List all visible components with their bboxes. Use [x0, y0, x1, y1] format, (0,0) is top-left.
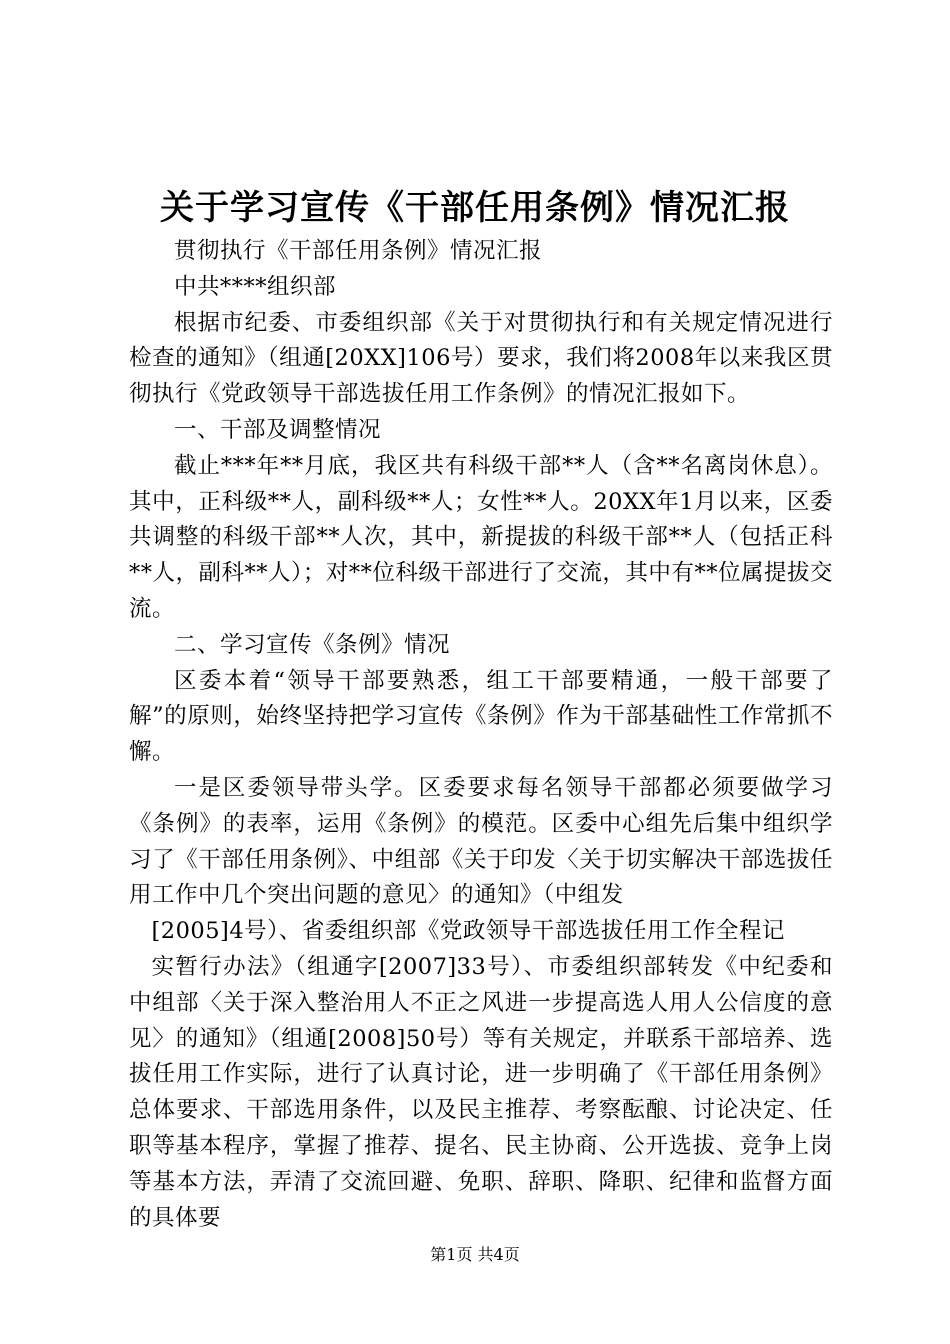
section-heading-2: 二、学习宣传《条例》情况 — [174, 631, 451, 658]
paragraph-organization: 中共****组织部 — [174, 273, 337, 300]
paragraph-continuation-2: 实暂行办法》（组通字[2007]33号）、市委组织部转发《中纪委和中组部〈关于深入整治用人不正之风进一步提高选人用人公信度的意见〉的通知》（组通[2008]50号）等有关规定，并联系干部培养、选拔任用工作实际，进行了认真讨论，进一步明确了《干部任用条例》总体要求、干部选用条件，以及民主推荐、考察酝酿、讨论决定、任职等基本程序，掌握了推荐、提名、民主协商、公开选拔、竞争上岗等基本方法，弄清了交流回避、免职、辞职、降职、纪律和监督方面的具体要 — [129, 953, 833, 1231]
paragraph-principle: 区委本着“领导干部要熟悉，组工干部要精通，一般干部要了解”的原则，始终坚持把学习宣传《条例》作为干部基础性工作常抓不懈。 — [129, 667, 833, 766]
paragraph-intro: 根据市纪委、市委组织部《关于对贯彻执行和有关规定情况进行检查的通知》（组通[20XX]106号）要求，我们将2008年以来我区贯彻执行《党政领导干部选拔任用工作条例》的情况汇报如下。 — [129, 309, 833, 408]
paragraph-subtitle: 贯彻执行《干部任用条例》情况汇报 — [174, 238, 543, 264]
paragraph-cadre-stats: 截止***年**月底，我区共有科级干部**人（含**名离岗休息）。其中，正科级**人，副科级**人；女性**人。20XX年1月以来，区委共调整的科级干部**人次，其中，新提拔的科级干部**人（包括正科**人，副科**人）；对**位科级干部进行了交流，其中有**位属提拔交流。 — [129, 452, 833, 622]
page-footer: 第1页 共4页 — [430, 1245, 520, 1264]
document-title: 关于学习宣传《干部任用条例》情况汇报 — [160, 188, 790, 228]
paragraph-continuation-1: [2005]4号）、省委组织部《党政领导干部选拔任用工作全程记 — [151, 918, 785, 945]
section-heading-1: 一、干部及调整情况 — [174, 416, 382, 443]
document-body — [129, 234, 833, 1236]
paragraph-leaders-study: 一是区委领导带头学。区委要求每名领导干部都必须要做学习《条例》的表率，运用《条例》的模范。区委中心组先后集中组织学习了《干部任用条例》、中组部《关于印发〈关于切实解决干部选拔任用工作中几个突出问题的意见〉的通知》（中组发 — [129, 774, 833, 909]
